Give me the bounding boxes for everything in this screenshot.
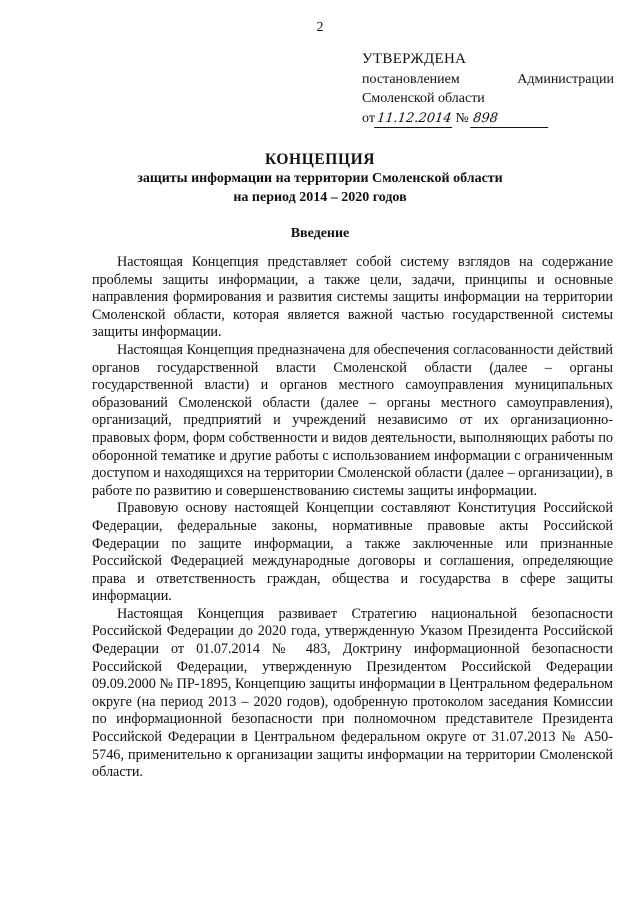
approval-stamp [362,50,614,128]
paragraph: Настоящая Концепция представляет собой систему взглядов на содержание проблемы защиты информации, а также цели, задачи, принципы и основные направления формирования и развития системы защиты информации на территории Смоленской области, которая является важной частью государственной системы защиты информации. [92,254,613,341]
paragraph: Настоящая Концепция развивает Стратегию национальной безопасности Российской Федерации до 2020 года, утвержденную Указом Президента Российской Федерации от 01.07.2014 № 483, Доктрину информационной безопасности Российской Федерации, утвержденную Президентом Российской Федерации 09.09.2000 № ПР-1895, Концепцию защиты информации в Центральном федеральном округе (на период 2013 – 2020 годов), одобренную протоколом заседания Комиссии по информационной безопасности при полномочном представителе Президента Российской Федерации в Центральном федеральном округе от 31.07.2013 № А50-5746, применительно к организации защиты информации на территории Смоленской области. [92,605,613,781]
date-prefix: от [362,111,375,126]
title-line-3: на период 2014 – 2020 годов [233,190,407,205]
approval-heading: УТВЕРЖДЕНА [362,51,467,67]
page-number: 2 [316,20,324,35]
title-line-2: защиты информации на территории Смоленской области [137,171,503,186]
handwritten-date: 11.12.2014 [374,111,454,128]
approval-line-2: Смоленской области [362,91,485,106]
document-body [92,254,613,782]
document-title [0,150,640,207]
approval-line-1-right: Администрации [517,72,614,87]
title-main: КОНЦЕПЦИЯ [264,151,376,168]
paragraph: Настоящая Концепция предназначена для обеспечения согласованности действий органов государственной власти Смоленской области (далее – органы государственной власти) и органов местного самоуправления муниципальных образований Смоленской области (далее – органы местного самоуправления), организаций, предприятий и учреждений независимо от их организационно-правовых форм, форм собственности и видов деятельности, выполняющих работы по оборонной тематике и другие работы с использованием информации с ограниченным доступом и находящихся на территории Смоленской области (далее – организации), в работе по развитию и совершенствованию системы защиты информации. [92,341,613,499]
approval-line-1-left: постановлением [362,72,460,87]
paragraph: Правовую основу настоящей Концепции составляют Конституция Российской Федерации, федеральные законы, нормативные правовые акты Российской Федерации по защите информации, а также заключенные или признанные Российской Федерацией международные договоры и соглашения, определяющие права и ответственность граждан, общества и государства в сфере защиты информации. [92,500,613,605]
section-heading: Введение [290,226,350,241]
approval-line-1 [362,70,614,89]
handwritten-number: 898 [470,111,550,128]
number-sign: № [455,111,469,126]
approval-date-line [362,109,614,128]
